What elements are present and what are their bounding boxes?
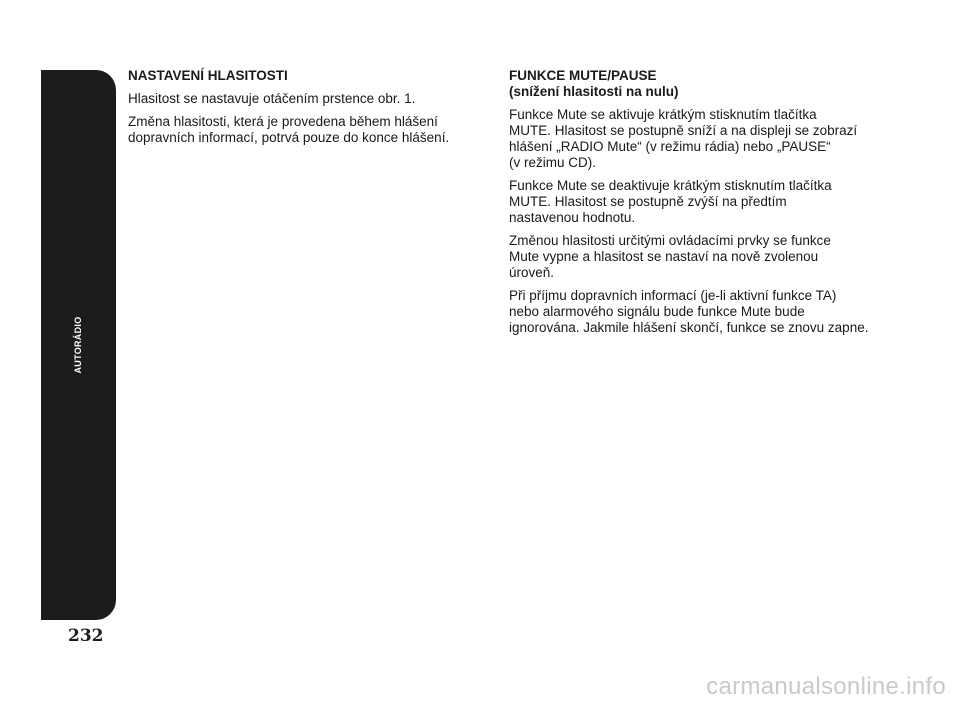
paragraph: Změna hlasitosti, která je provedena během hlášení dopravních informací, potrvá pouze do konce hlášení. — [128, 114, 450, 145]
section-label: AUTORÁDIO — [73, 316, 83, 374]
page-number: 232 — [68, 626, 104, 646]
paragraph: Funkce Mute se deaktivuje krátkým stisknutím tlačítka MUTE. Hlasitost se postupně zvýší na předtím nastavenou hodnotu. — [509, 178, 832, 225]
mute-pause-heading: FUNKCE MUTE/PAUSE — [509, 68, 657, 83]
watermark: carmanualsonline.info — [706, 673, 946, 700]
volume-setting-heading: NASTAVENÍ HLASITOSTI — [128, 68, 288, 83]
paragraph: Hlasitost se nastavuje otáčením prstence obr. 1. — [128, 91, 416, 106]
mute-pause-subheading: (snížení hlasitosti na nulu) — [509, 84, 679, 99]
paragraph: Funkce Mute se aktivuje krátkým stisknutím tlačítka MUTE. Hlasitost se postupně sníží a na displeji se zobrazí hlášení „RADIO Mute“ (v režimu rádia) nebo „PAUSE“ (v režimu CD). — [509, 107, 858, 170]
paragraph: Při příjmu dopravních informací (je-li aktivní funkce TA) nebo alarmového signálu bude funkce Mute bude ignorována. Jakmile hlášení skončí, funkce se znovu zapne. — [509, 288, 869, 335]
paragraph: Změnou hlasitosti určitými ovládacími prvky se funkce Mute vypne a hlasitost se nastaví na nově zvolenou úroveň. — [509, 233, 831, 280]
right-column — [509, 68, 889, 336]
left-column — [128, 68, 473, 146]
